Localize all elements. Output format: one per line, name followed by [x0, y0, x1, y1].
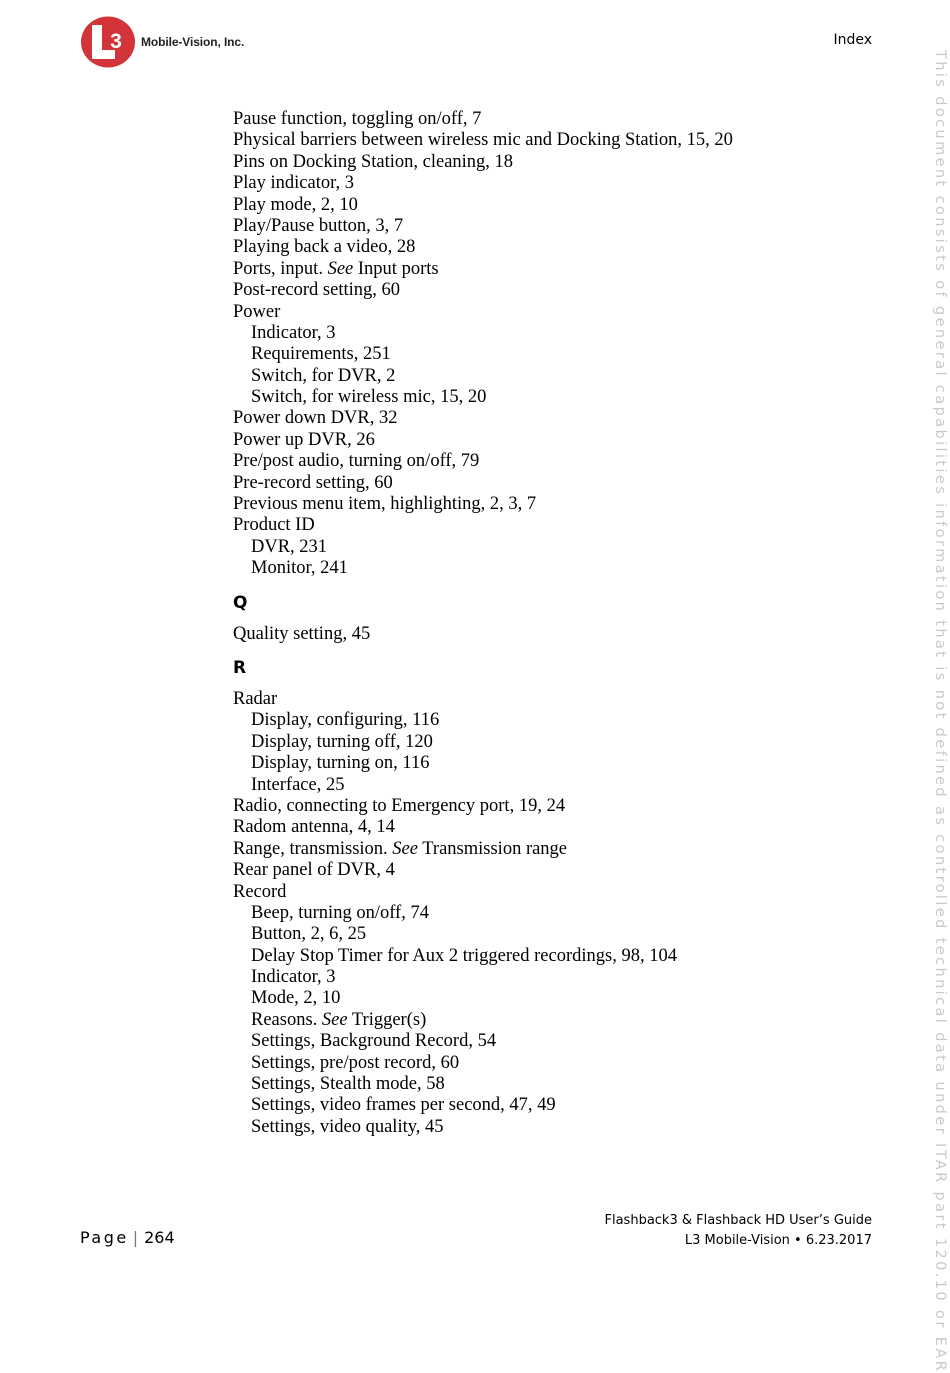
index-entry	[233, 839, 853, 860]
company-date: L3 Mobile-Vision • 6.23.2017	[684, 1233, 872, 1248]
export-control-watermark	[930, 50, 950, 1373]
index-entry: Play/Pause button, 3, 7	[233, 215, 404, 236]
section-title: Index	[833, 32, 872, 48]
index-entry: Record	[233, 881, 287, 902]
index-subentry	[233, 1010, 853, 1031]
see-target: Trigger(s)	[347, 1009, 427, 1030]
index-entry: Previous menu item, highlighting, 2, 3, 7	[233, 494, 537, 515]
index-entry: Power down DVR, 32	[233, 408, 398, 429]
index-entry: Pre-record setting, 60	[233, 472, 393, 493]
index-entry: Pause function, toggling on/off, 7	[233, 109, 482, 129]
index-entry: Physical barriers between wireless mic and Docking Station, 15, 20	[233, 130, 733, 151]
index-subentry: Delay Stop Timer for Aux 2 triggered recordings, 98, 104	[251, 945, 677, 966]
page-label: Page	[80, 1228, 129, 1247]
svg-text:3: 3	[110, 30, 122, 53]
index-subentry: Indicator, 3	[251, 322, 336, 343]
entry-text: Reasons.	[251, 1009, 322, 1030]
index-letter-heading: Q	[233, 592, 248, 613]
index-entry: Quality setting, 45	[233, 623, 371, 644]
entry-text: Range, transmission.	[233, 838, 393, 859]
index-subentry: Settings, Background Record, 54	[251, 1031, 497, 1052]
see-reference: See	[392, 838, 418, 859]
index-subentry: Display, turning on, 116	[251, 753, 430, 774]
index-subentry: Switch, for wireless mic, 15, 20	[251, 387, 487, 408]
l3-logo-icon	[80, 16, 136, 68]
index-subentry: Requirements, 251	[251, 344, 391, 365]
index-entry: Rear panel of DVR, 4	[233, 860, 395, 881]
index-subentry: Display, turning off, 120	[251, 731, 433, 752]
index-entry: Power	[233, 301, 281, 322]
see-reference: See	[321, 1009, 348, 1030]
index-subentry: Button, 2, 6, 25	[251, 924, 367, 945]
index-entry: Post-record setting, 60	[233, 280, 400, 301]
page-number: 264	[144, 1228, 175, 1247]
watermark-text: This document consists of general capabilities information that is not defined as controlled technical data under ITAR part 120.10 or EAR	[932, 50, 948, 1373]
see-target: Input ports	[353, 258, 439, 279]
index-entry: Pre/post audio, turning on/off, 79	[233, 451, 480, 472]
index-subentry: Beep, turning on/off, 74	[251, 902, 429, 923]
page-separator: |	[132, 1228, 139, 1247]
index-entry: Play indicator, 3	[233, 173, 355, 194]
index-entry: Pins on Docking Station, cleaning, 18	[233, 151, 514, 172]
index-entry: Play mode, 2, 10	[233, 194, 358, 215]
index-entry: Power up DVR, 26	[233, 429, 375, 450]
index-letter-heading: R	[233, 657, 247, 678]
index-entry: Radar	[233, 688, 278, 709]
company-name: Mobile-Vision, Inc.	[141, 35, 245, 49]
index-subentry: Monitor, 241	[251, 558, 348, 579]
index-list	[233, 109, 853, 1138]
see-reference: See	[327, 258, 354, 279]
index-subentry: Switch, for DVR, 2	[251, 365, 396, 386]
index-subentry: Settings, video frames per second, 47, 49	[251, 1095, 556, 1116]
index-entry: Playing back a video, 28	[233, 237, 416, 258]
index-subentry: DVR, 231	[251, 536, 328, 557]
index-entry: Radom antenna, 4, 14	[233, 817, 395, 838]
guide-title: Flashback3 & Flashback HD User’s Guide	[604, 1213, 872, 1228]
index-entry: Radio, connecting to Emergency port, 19, 24	[233, 795, 566, 816]
index-subentry: Settings, Stealth mode, 58	[251, 1074, 445, 1095]
index-subentry: Display, configuring, 116	[251, 710, 440, 731]
index-entry	[233, 259, 853, 280]
index-entry: Product ID	[233, 515, 315, 536]
see-target: Transmission range	[417, 838, 568, 859]
index-subentry: Settings, video quality, 45	[251, 1116, 444, 1137]
index-subentry: Settings, pre/post record, 60	[251, 1052, 460, 1073]
index-subentry: Interface, 25	[251, 774, 345, 795]
footer-info	[605, 1211, 873, 1251]
page-number-footer	[80, 1228, 175, 1247]
index-subentry: Indicator, 3	[251, 967, 336, 988]
index-subentry: Mode, 2, 10	[251, 988, 341, 1009]
entry-text: Ports, input.	[233, 258, 328, 279]
